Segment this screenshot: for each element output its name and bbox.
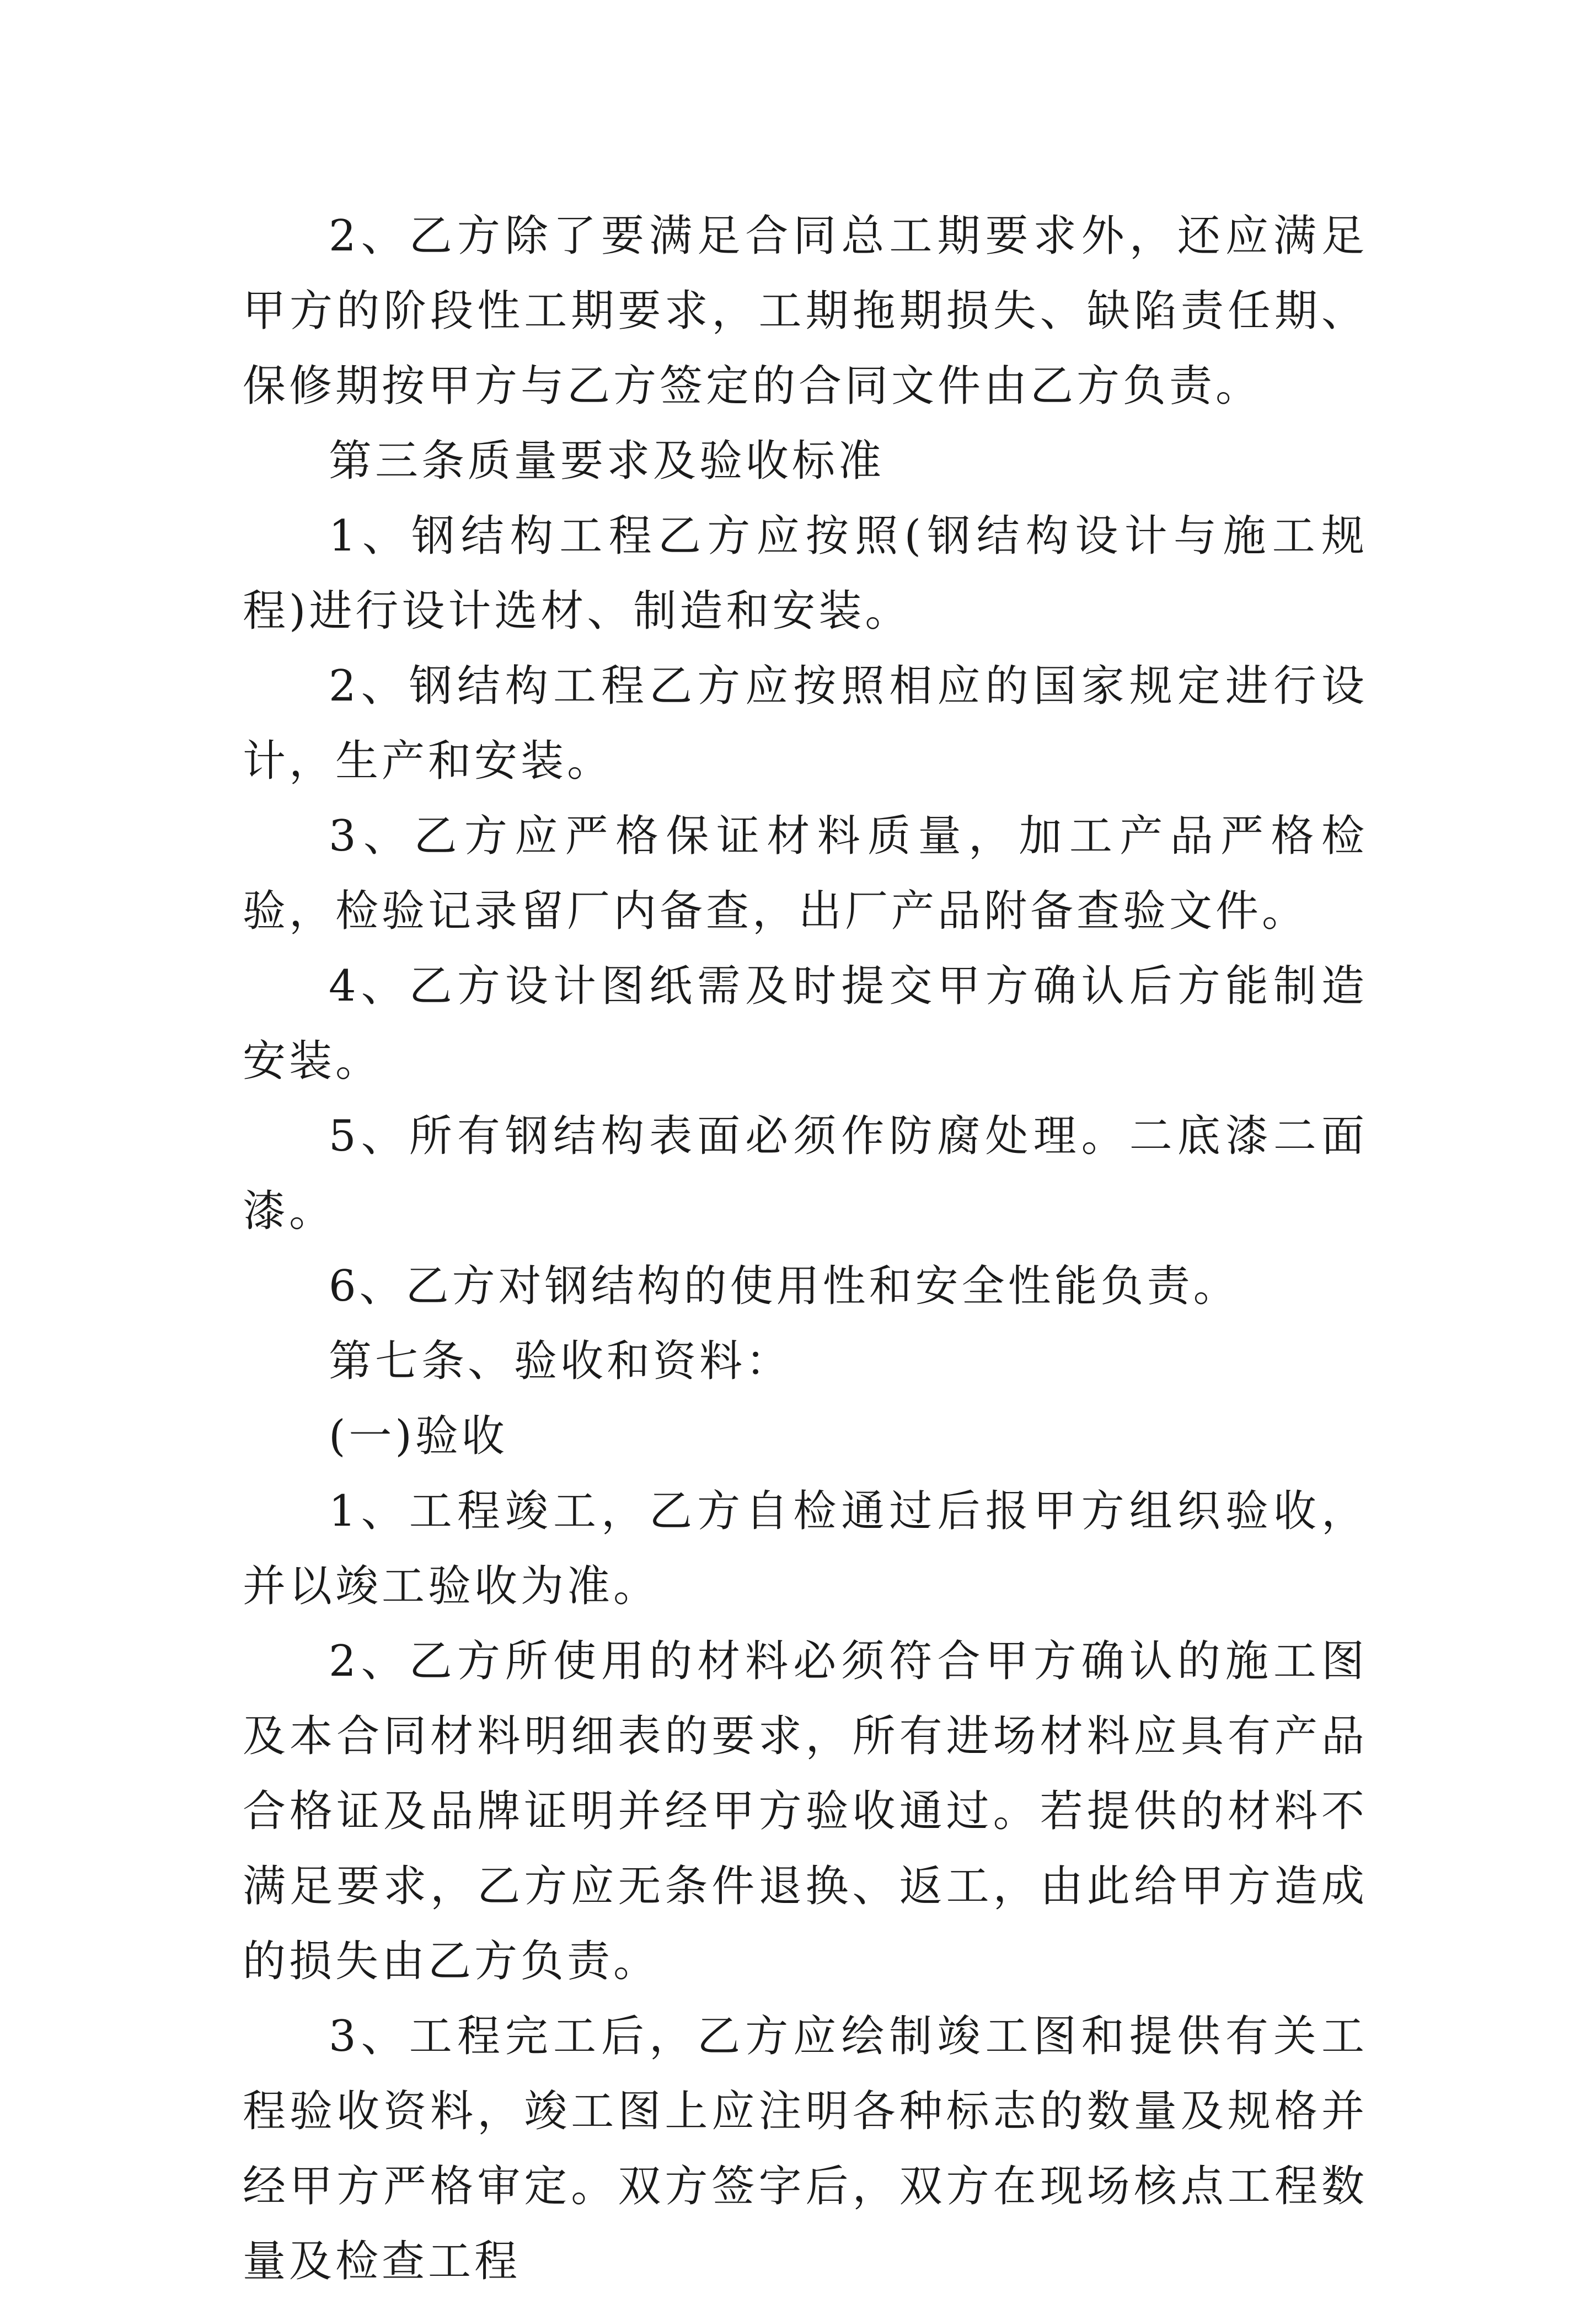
paragraph-schedule-requirements: 2、乙方除了要满足合同总工期要求外，还应满足甲方的阶段性工期要求，工期拖期损失、缺陷责任期、保修期按甲方与乙方签定的合同文件由乙方负责。 (243, 211, 1368, 411)
paragraph-quality-item-6: 6、乙方对钢结构的使用性和安全性能负责。 (329, 1261, 1240, 1311)
heading-article-three-quality: 第三条质量要求及验收标准 (329, 436, 885, 486)
paragraph-quality-item-3: 3、乙方应严格保证材料质量，加工产品严格检验，检验记录留厂内备查，出厂产品附备查验文件。 (243, 811, 1368, 936)
heading-article-seven-acceptance: 第七条、验收和资料： (329, 1336, 792, 1386)
contract-body-text (243, 199, 1368, 2299)
paragraph-quality-item-1: 1、钢结构工程乙方应按照(钢结构设计与施工规程)进行设计选材、制造和安装。 (243, 511, 1368, 636)
paragraph-acceptance-item-1: 1、工程竣工，乙方自检通过后报甲方组织验收，并以竣工验收为准。 (243, 1487, 1368, 1611)
paragraph-quality-item-5: 5、所有钢结构表面必须作防腐处理。二底漆二面漆。 (243, 1111, 1368, 1236)
paragraph-acceptance-item-2: 2、乙方所使用的材料必须符合甲方确认的施工图及本合同材料明细表的要求，所有进场材料应具有产品合格证及品牌证明并经甲方验收通过。若提供的材料不满足要求，乙方应无条件退换、返工，由此给甲方造成的损失由乙方负责。 (243, 1637, 1368, 1986)
paragraph-quality-item-4: 4、乙方设计图纸需及时提交甲方确认后方能制造安装。 (243, 961, 1368, 1086)
subheading-acceptance: (一)验收 (329, 1412, 508, 1461)
paragraph-quality-item-2: 2、钢结构工程乙方应按照相应的国家规定进行设计，生产和安装。 (243, 661, 1368, 786)
paragraph-acceptance-item-3: 3、工程完工后，乙方应绘制竣工图和提供有关工程验收资料，竣工图上应注明各种标志的数量及规格并经甲方严格审定。双方签字后，双方在现场核点工程数量及检查工程 (243, 2012, 1368, 2286)
